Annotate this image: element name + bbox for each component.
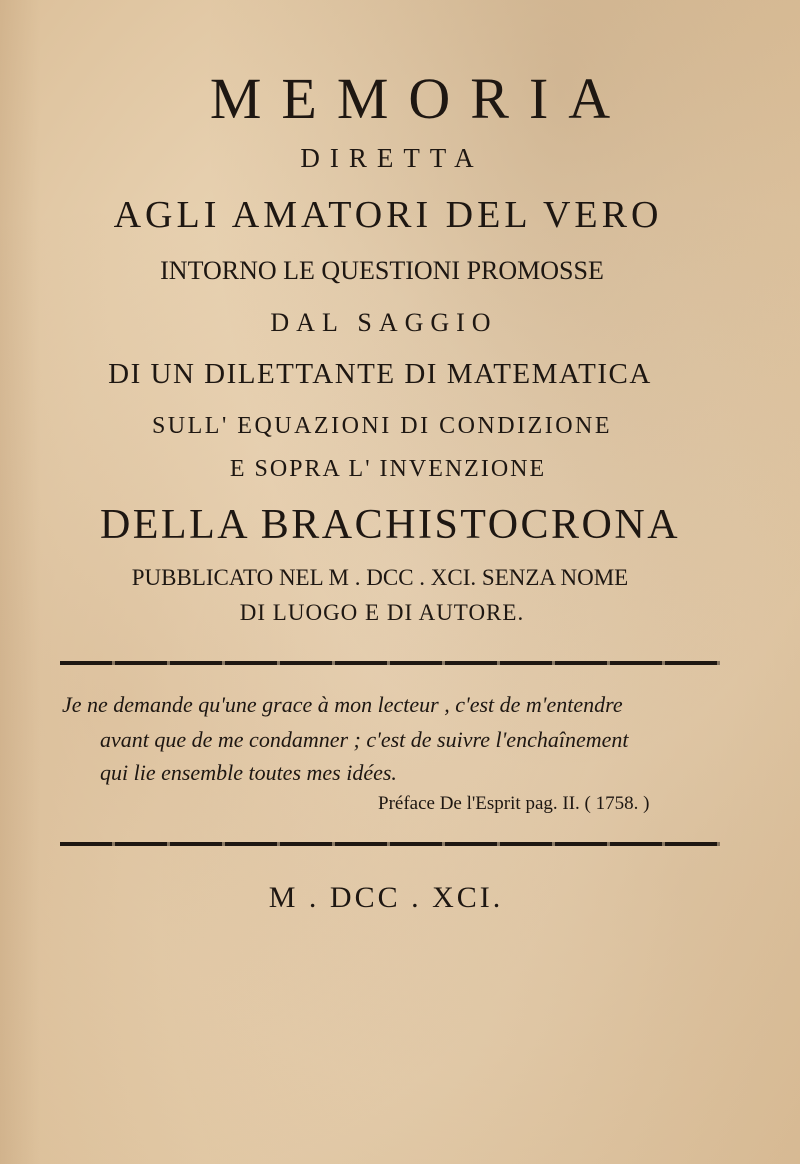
epigraph-line: Je ne demande qu'une grace à mon lecteur , c'est de m'entendre (62, 692, 623, 717)
subtitle-line-agli: AGLI AMATORI DEL VERO (113, 194, 663, 236)
subtitle-line-invenzione: E SOPRA L' INVENZIONE (229, 456, 547, 482)
epigraph-line: avant que de me condamner ; c'est de suivre l'enchaînement (100, 727, 629, 752)
subtitle-line-diretta: DIRETTA (300, 143, 484, 173)
epigraph-line: qui lie ensemble toutes mes idées. (100, 760, 397, 785)
subtitle-line-intorno: INTORNO LE QUESTIONI PROMOSSE (160, 256, 604, 285)
subtitle-line-luogo: DI LUOGO E DI AUTORE. (239, 600, 525, 625)
subtitle-line-pubblicato: PUBBLICATO NEL M . DCC . XCI. SENZA NOME (131, 565, 629, 590)
epigraph-attribution: Préface De l'Esprit pag. II. ( 1758. ) (378, 793, 650, 814)
subtitle-line-dilettante: DI UN DILETTANTE DI MATEMATICA (108, 358, 652, 390)
subtitle-line-dal-saggio: DAL SAGGIO (270, 308, 498, 337)
subtitle-line-equazioni: SULL' EQUAZIONI DI CONDIZIONE (151, 413, 613, 439)
top-divider-rule (60, 661, 720, 665)
subtitle-line-brachistocrona: DELLA BRACHISTOCRONA (99, 502, 681, 548)
bottom-divider-rule (60, 842, 720, 846)
main-title: MEMORIA (209, 66, 631, 131)
imprint-date: M . DCC . XCI. (268, 881, 504, 914)
